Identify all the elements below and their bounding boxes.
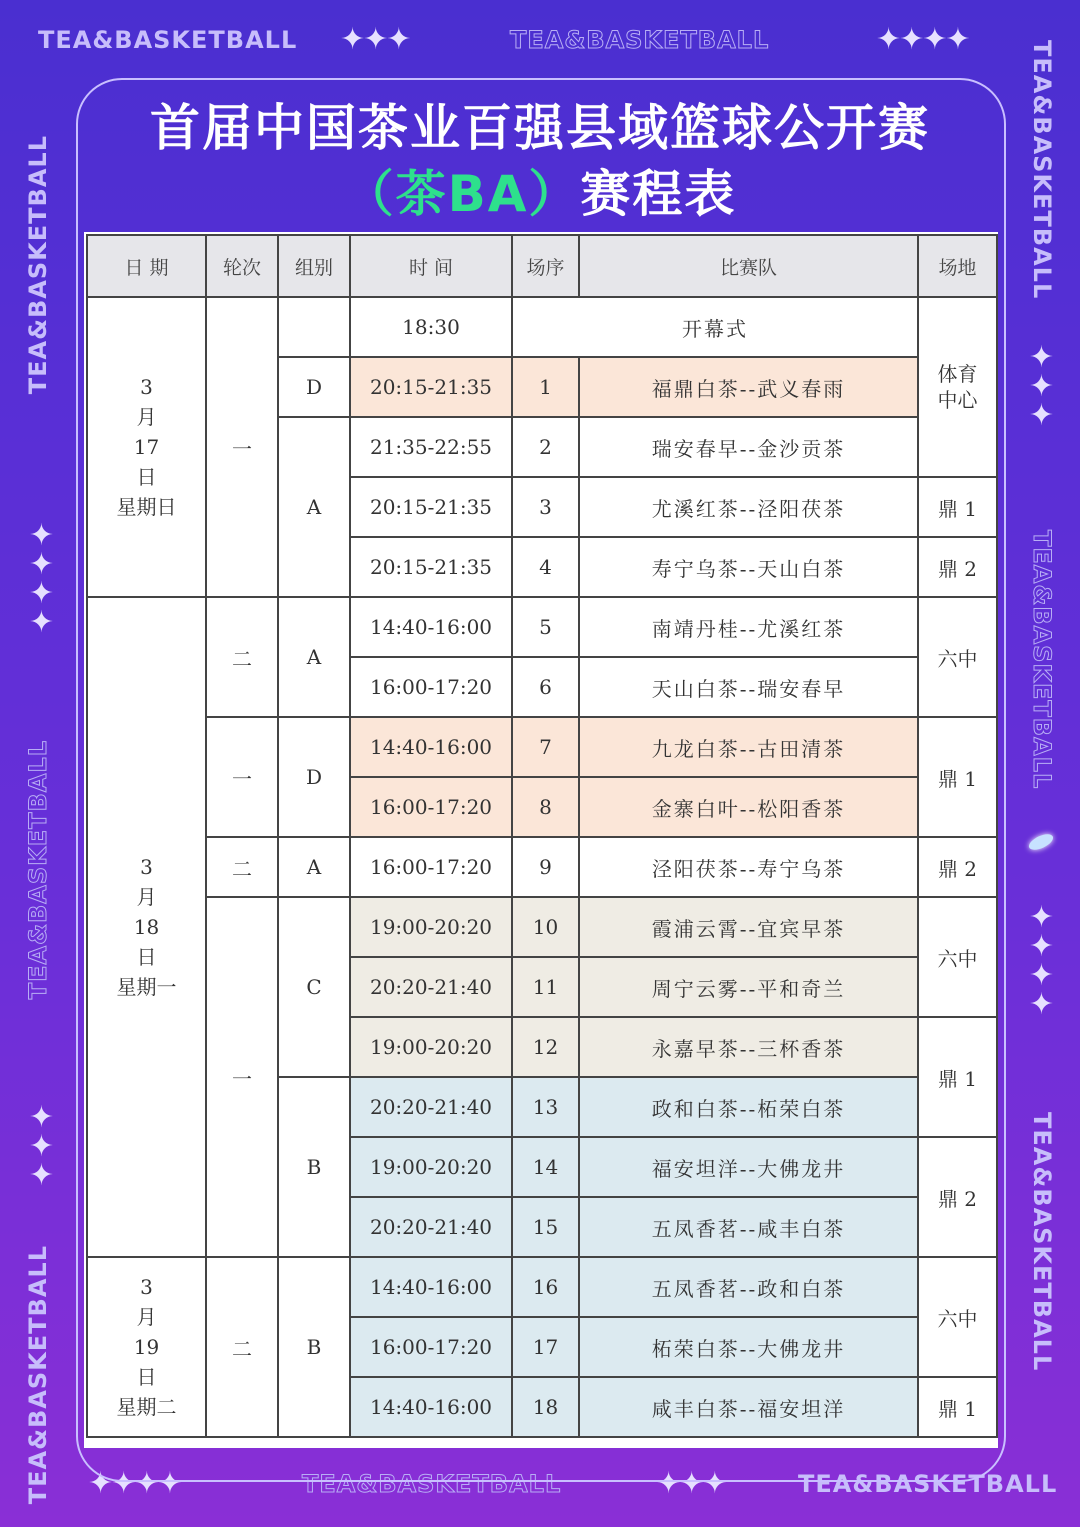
stars-left-1: ✦✦✦✦ [24, 518, 59, 634]
opening-ceremony: 开幕式 [512, 297, 918, 357]
match-number: 11 [512, 957, 579, 1017]
subtitle-rest: 赛程表 [580, 165, 737, 223]
date-cell-18: 3 月 18 日 星期一 [87, 597, 206, 1257]
group-cell: A [278, 597, 350, 717]
time-cell: 14:40-16:00 [350, 717, 512, 777]
group-cell: D [278, 717, 350, 837]
match-teams: 柘荣白茶--大佛龙井 [579, 1317, 918, 1377]
time-cell: 19:00-20:20 [350, 1017, 512, 1077]
date-cell-19: 3 月 19 日 星期二 [87, 1257, 206, 1437]
subtitle-brand: 茶BA [395, 165, 529, 223]
match-number: 17 [512, 1317, 579, 1377]
header-venue: 场地 [918, 235, 997, 297]
time-cell: 20:20-21:40 [350, 1197, 512, 1257]
match-number: 4 [512, 537, 579, 597]
table-header-row [87, 235, 997, 297]
time-cell: 19:00-20:20 [350, 1137, 512, 1197]
round-cell: 二 [206, 597, 278, 717]
match-teams: 天山白茶--瑞安春早 [579, 657, 918, 717]
stars-right-2: ✦✦✦✦ [1024, 900, 1059, 1016]
sparkle-icon [1027, 831, 1056, 853]
header-number: 场序 [512, 235, 579, 297]
table-row [87, 717, 997, 777]
venue-cell: 鼎 1 [918, 1377, 997, 1437]
watermark-right-1: TEA&BASKETBALL [1028, 40, 1056, 300]
time-cell: 20:15-21:35 [350, 357, 512, 417]
venue-cell: 六中 [918, 897, 997, 1017]
stars-left-2: ✦✦✦ [24, 1100, 59, 1187]
match-teams: 尤溪红茶--泾阳茯茶 [579, 477, 918, 537]
venue-cell: 体育中心 [918, 297, 997, 477]
time-cell: 20:20-21:40 [350, 1077, 512, 1137]
time-cell: 14:40-16:00 [350, 1257, 512, 1317]
round-cell: 二 [206, 837, 278, 897]
match-teams: 五凤香茗--咸丰白茶 [579, 1197, 918, 1257]
match-teams: 永嘉早茶--三杯香茶 [579, 1017, 918, 1077]
group-cell: B [278, 1077, 350, 1257]
watermark-left-2: TEA&BASKETBALL [24, 740, 52, 1000]
venue-cell: 鼎 1 [918, 717, 997, 837]
watermark-top-center: TEA&BASKETBALL [510, 26, 770, 54]
match-teams: 五凤香茗--政和白茶 [579, 1257, 918, 1317]
match-teams: 政和白茶--柘荣白茶 [579, 1077, 918, 1137]
table-row [87, 297, 997, 357]
venue-cell: 六中 [918, 1257, 997, 1377]
match-number: 13 [512, 1077, 579, 1137]
round-cell: 二 [206, 1257, 278, 1437]
watermark-left-1: TEA&BASKETBALL [24, 135, 52, 395]
header-time: 时 间 [350, 235, 512, 297]
stars-top-left: ✦✦✦ [340, 22, 410, 57]
header-date: 日 期 [87, 235, 206, 297]
table-row [87, 1257, 997, 1317]
table-row [87, 597, 997, 657]
match-number: 2 [512, 417, 579, 477]
venue-cell: 鼎 2 [918, 837, 997, 897]
subtitle-paren-close: ） [528, 165, 581, 223]
header-group: 组别 [278, 235, 350, 297]
match-number: 18 [512, 1377, 579, 1437]
watermark-right-2: TEA&BASKETBALL [1028, 530, 1056, 790]
match-number: 14 [512, 1137, 579, 1197]
stars-bottom-mid: ✦✦✦ [656, 1466, 726, 1501]
group-cell: A [278, 837, 350, 897]
subtitle-paren-open: （ [343, 165, 396, 223]
match-teams: 瑞安春早--金沙贡茶 [579, 417, 918, 477]
venue-cell: 鼎 2 [918, 537, 997, 597]
header-teams: 比赛队 [579, 235, 918, 297]
schedule-table [86, 234, 998, 1438]
watermark-bottom-center: TEA&BASKETBALL [302, 1470, 562, 1498]
page-title: 首届中国茶业百强县域篮球公开赛 [150, 99, 930, 157]
match-number: 5 [512, 597, 579, 657]
time-cell: 14:40-16:00 [350, 1377, 512, 1437]
match-teams: 泾阳茯茶--寿宁乌茶 [579, 837, 918, 897]
match-teams: 咸丰白茶--福安坦洋 [579, 1377, 918, 1437]
match-number: 1 [512, 357, 579, 417]
venue-cell: 六中 [918, 597, 997, 717]
round-cell: 一 [206, 717, 278, 837]
match-number: 10 [512, 897, 579, 957]
match-number: 6 [512, 657, 579, 717]
date-cell-17: 3 月 17 日 星期日 [87, 297, 206, 597]
match-teams: 寿宁乌茶--天山白茶 [579, 537, 918, 597]
table-row [87, 897, 997, 957]
match-teams: 福鼎白茶--武义春雨 [579, 357, 918, 417]
time-cell: 18:30 [350, 297, 512, 357]
match-teams: 福安坦洋--大佛龙井 [579, 1137, 918, 1197]
match-number: 12 [512, 1017, 579, 1077]
time-cell: 16:00-17:20 [350, 777, 512, 837]
group-cell: B [278, 1257, 350, 1437]
time-cell: 20:20-21:40 [350, 957, 512, 1017]
match-teams: 霞浦云霄--宜宾早茶 [579, 897, 918, 957]
match-number: 7 [512, 717, 579, 777]
group-cell [278, 297, 350, 357]
time-cell: 21:35-22:55 [350, 417, 512, 477]
round-cell: 一 [206, 897, 278, 1257]
group-cell: D [278, 357, 350, 417]
watermark-top-left: TEA&BASKETBALL [38, 26, 298, 54]
time-cell: 16:00-17:20 [350, 837, 512, 897]
page-subtitle [0, 154, 1080, 226]
time-cell: 16:00-17:20 [350, 1317, 512, 1377]
match-teams: 南靖丹桂--尤溪红茶 [579, 597, 918, 657]
stars-bottom-left: ✦✦✦✦ [88, 1466, 181, 1501]
match-teams: 周宁云雾--平和奇兰 [579, 957, 918, 1017]
round-cell: 一 [206, 297, 278, 597]
match-number: 8 [512, 777, 579, 837]
watermark-bottom-right: TEA&BASKETBALL [798, 1470, 1058, 1498]
time-cell: 19:00-20:20 [350, 897, 512, 957]
table-row [87, 837, 997, 897]
time-cell: 20:15-21:35 [350, 537, 512, 597]
match-number: 16 [512, 1257, 579, 1317]
group-cell: C [278, 897, 350, 1077]
match-number: 15 [512, 1197, 579, 1257]
stars-top-right: ✦✦✦✦ [876, 22, 969, 57]
match-teams: 金寨白叶--松阳香茶 [579, 777, 918, 837]
stars-right-1: ✦✦✦ [1024, 340, 1059, 427]
venue-cell: 鼎 1 [918, 1017, 997, 1137]
time-cell: 20:15-21:35 [350, 477, 512, 537]
watermark-left-3: TEA&BASKETBALL [24, 1245, 52, 1505]
match-number: 9 [512, 837, 579, 897]
venue-cell: 鼎 2 [918, 1137, 997, 1257]
match-teams: 九龙白茶--古田清茶 [579, 717, 918, 777]
header-round: 轮次 [206, 235, 278, 297]
venue-cell: 鼎 1 [918, 477, 997, 537]
time-cell: 16:00-17:20 [350, 657, 512, 717]
group-cell: A [278, 417, 350, 597]
watermark-right-3: TEA&BASKETBALL [1028, 1112, 1056, 1372]
time-cell: 14:40-16:00 [350, 597, 512, 657]
match-number: 3 [512, 477, 579, 537]
